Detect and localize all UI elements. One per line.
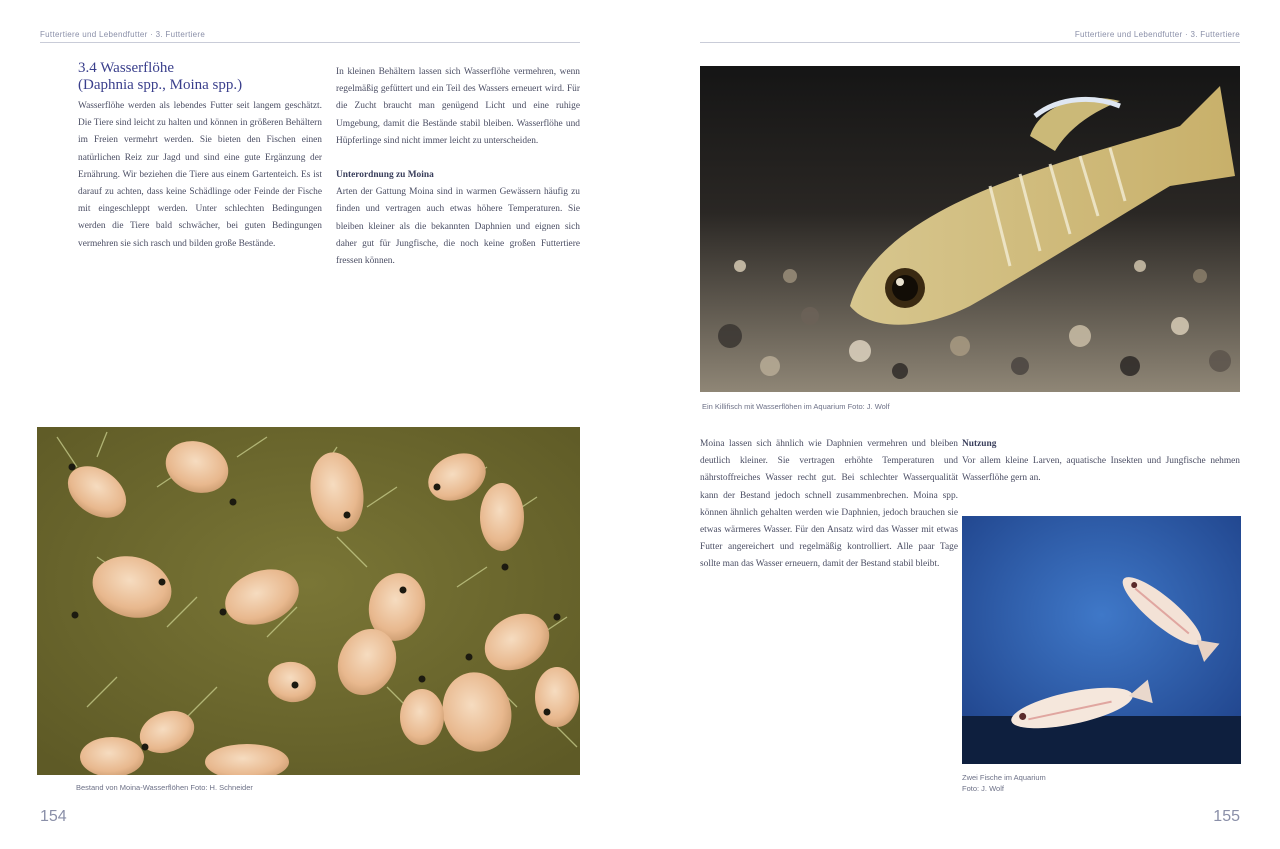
page-number-right: 155 [1213,808,1240,825]
killifish-photo [700,66,1240,392]
small-fish-illustration [962,516,1241,764]
page-number-left: 154 [40,808,67,825]
section-heading-line2: (Daphnia spp., Moina spp.) [78,77,243,93]
photo-caption-small-line2: Foto: J. Wolf [962,784,1004,793]
subheading-moina: Unterordnung zu Moina [336,170,434,181]
left-column-1 [78,60,322,414]
body-text-right-col1: Moina lassen sich ähnlich wie Daphnien vermehren und bleiben deutlich kleiner. Sie vertragen erhöhte Temperaturen und nährstoffreiches Wasser recht gut. Bei schlechter Wasserqualität kann der Bestand jedoch schnell zusammenbrechen. Moina spp. können ähnlich gehalten werden wie Daphnien, jedoch brauchen sie etwas wärmeres Wasser. Für den Ansatz wird das Wasser mit etwas Futter angereichert und regelmäßig kontrolliert. Alle paar Tage sollte man das Wasser erneuern, damit der Bestand stabil bleibt. [700,439,958,570]
right-column-2 [962,436,1240,506]
right-column-1 [700,436,958,798]
water-flea-illustration [37,427,580,775]
section-heading-line1: 3.4 Wasserflöhe [78,60,174,76]
header-rule-left [40,42,580,43]
photo-caption-small-line1: Zwei Fische im Aquarium [962,773,1046,782]
small-fish-photo [962,516,1241,764]
header-rule-right [700,42,1240,43]
running-head-right: Futtertiere und Lebendfutter · 3. Futtertiere [1074,30,1240,39]
running-head-left: Futtertiere und Lebendfutter · 3. Futtertiere [40,30,206,39]
water-flea-photo [37,427,580,775]
subheading-nutzung: Nutzung [962,439,997,449]
body-text-right-col2: Vor allem kleine Larven, aquatische Insekten und Jungfische nehmen Wasserflöhe gern an. [962,456,1240,484]
killifish-illustration [700,66,1240,392]
body-text-left-col1: Wasserflöhe werden als lebendes Futter seit langem geschätzt. Die Tiere sind leicht zu halten und können in größeren Behältern im Freien vermehrt werden. Sie bieten den Fischen einen natürlichen Reiz zur Jagd und sind eine gute Ergänzung der Ernährung. Wir beziehen die Tiere aus einem Gartenteich. Es ist darauf zu achten, dass keine Schädlinge oder Feinde der Fische mit eingeschleppt werden. Unter schlechten Bedingungen werden die Tiere bald schwächer, bei guten Bedingungen vermehren sie sich rasch und bilden große Bestände. [78,101,322,249]
photo-caption-left: Bestand von Moina-Wasserflöhen Foto: H. Schneider [76,783,253,792]
body-text-left-col2b: Arten der Gattung Moina sind in warmen Gewässern häufig zu finden und vertragen auch etwas höhere Temperaturen. Sie bleiben kleiner als die bekannten Daphnien und eignen sich daher gut für Jungfische, die noch keine großen Futtertiere fressen können. [336,187,580,267]
left-column-2 [336,64,580,414]
body-text-left-col2: In kleinen Behältern lassen sich Wasserflöhe vermehren, wenn regelmäßig gefüttert und ein Teil des Wassers erneuert wird. Für die Zucht braucht man genügend Licht und eine ruhige Umgebung, damit die Bestände stabil bleiben. Wasserflöhe und Hüpferlinge sind nicht immer leicht zu unterscheiden. [336,67,580,146]
right-page [640,0,1280,849]
photo-caption-top-right: Ein Killifisch mit Wasserflöhen im Aquarium Foto: J. Wolf [702,402,890,411]
